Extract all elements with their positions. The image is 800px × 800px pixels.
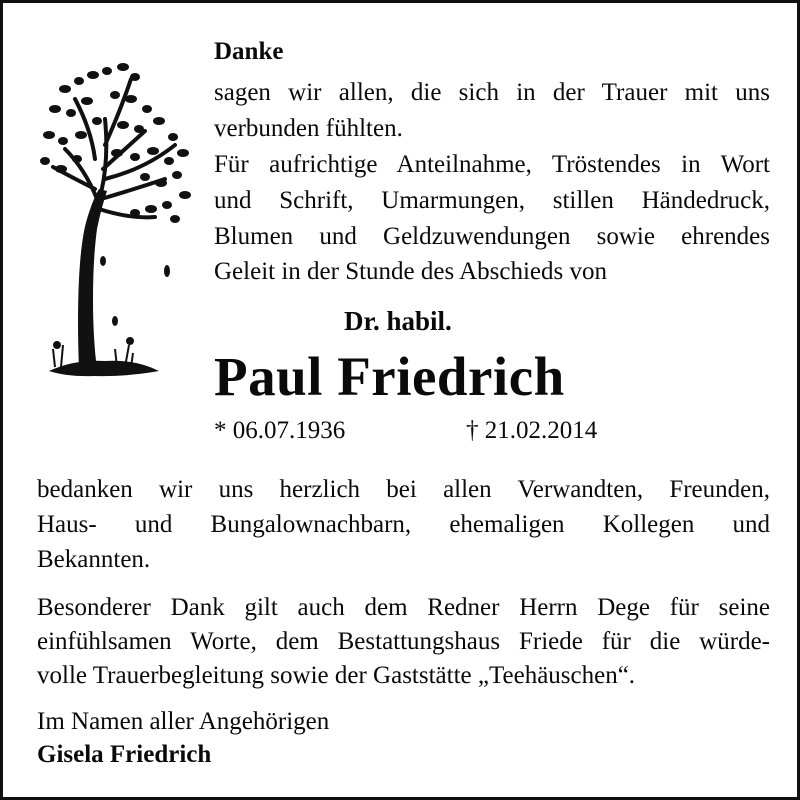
intro-line: Geleit in der Stunde des Abschieds von — [214, 258, 607, 285]
special-thanks-line: volle Trauerbegleitung sowie der Gaststätte „Teehäuschen“. — [37, 662, 636, 689]
intro-line: Blumen und Geldzuwendungen sowie ehrendes — [214, 223, 770, 250]
intro-line: sagen wir allen, die sich in der Trauer mit uns — [214, 79, 770, 106]
thanks-line: Bekannten. — [37, 546, 151, 573]
deceased-name: Paul Friedrich — [214, 346, 565, 407]
birth-date: * 06.07.1936 — [214, 417, 346, 444]
special-thanks-line: Besonderer Dank gilt auch dem Redner Herrn Dege für seine — [37, 594, 770, 621]
thanks-line: bedanken wir uns herzlich bei allen Verwandten, Freunden, — [37, 476, 770, 503]
intro-line: und Schrift, Umarmungen, stillen Händedruck, — [214, 187, 770, 214]
death-date: † 21.02.2014 — [466, 417, 598, 444]
heading: Danke — [214, 38, 284, 65]
academic-title: Dr. habil. — [344, 306, 452, 336]
signature: Gisela Friedrich — [37, 741, 212, 768]
closing-line: Im Namen aller Angehörigen — [37, 708, 330, 735]
intro-line: Für aufrichtige Anteilnahme, Tröstendes in Wort — [214, 151, 770, 178]
special-thanks-line: einfühlsamen Worte, dem Bestattungshaus Friede für die würde- — [37, 628, 770, 655]
tree-icon — [35, 49, 195, 399]
intro-line: verbunden fühlten. — [214, 115, 403, 142]
thanks-line: Haus- und Bungalownachbarn, ehemaligen Kollegen und — [37, 511, 770, 538]
